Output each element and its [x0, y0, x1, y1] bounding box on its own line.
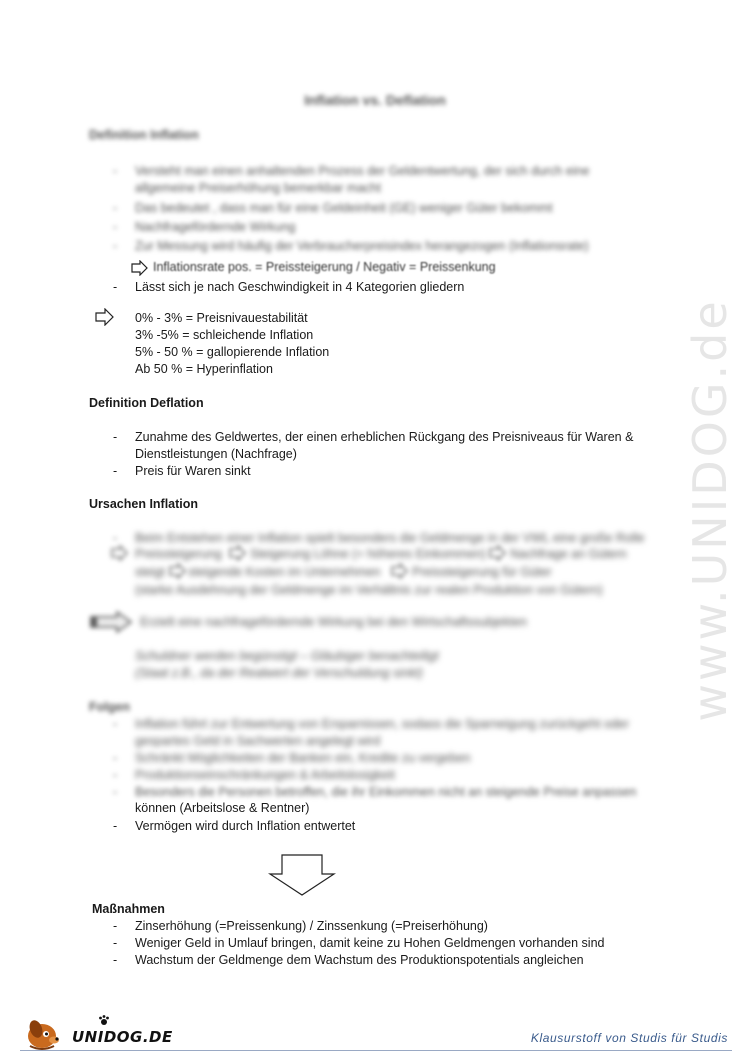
bullet-dash: - [113, 531, 118, 545]
text-line: Erzielt eine nachfragefördernde Wirkung bei den Wirtschaftssubjekten [140, 615, 528, 629]
text-line: Schränkt Möglichkeiten der Banken ein, Kredite zu vergeben [135, 751, 471, 765]
dog-icon [20, 1012, 70, 1052]
heading-definition-deflation: Definition Deflation [89, 396, 204, 410]
arrow-right-icon [168, 563, 188, 579]
bullet-dash: - [113, 819, 118, 833]
paw-icon [98, 1014, 110, 1026]
watermark [683, 280, 737, 740]
arrow-right-icon [130, 260, 150, 276]
text-line: Produktionseinschränkungen & Arbeitslosigkeit [135, 768, 395, 782]
bullet-dash: - [113, 280, 118, 294]
category-item: Ab 50 % = Hyperinflation [135, 362, 273, 376]
arrow-right-icon [228, 545, 248, 561]
text-line: Versteht man einen anhaltenden Prozess der Geldentwertung, der sich durch eine [135, 164, 590, 178]
text-line: Preis für Waren sinkt [135, 464, 251, 478]
footer-tagline: Klausurstoff von Studis für Studis [530, 1031, 728, 1045]
heading-definition-inflation: Definition Inflation [89, 128, 199, 142]
text-line: Beim Entstehen einer Inflation spielt besonders die Geldmenge in der VWL eine große Rolle [135, 531, 645, 545]
category-item: 0% - 3% = Preisnivauestabilität [135, 311, 308, 325]
bullet-dash: - [113, 768, 118, 782]
category-item: 3% -5% = schleichende Inflation [135, 328, 314, 342]
big-arrow-right-icon [89, 611, 133, 633]
text-line: Weniger Geld in Umlauf bringen, damit keine zu Hohen Geldmengen vorhanden sind [135, 936, 605, 950]
text-line: gespartes Geld in Sachwerten angelegt wird [135, 734, 381, 748]
text-line: können (Arbeitslose & Rentner) [135, 801, 310, 815]
text-line: (starke Ausdehnung der Geldmenge im Verhältnis zur realen Produktion von Gütern) [135, 583, 603, 597]
bullet-dash: - [113, 164, 118, 178]
bullet-dash: - [113, 785, 118, 799]
bullet-dash: - [113, 936, 118, 950]
bullet-dash: - [113, 220, 118, 234]
text-line: Steigerung Löhne (= höheres Einkommen) [250, 547, 486, 561]
bullet-dash: - [113, 919, 118, 933]
text-line: (Staat z.B., da der Realwert der Verschuldung sinkt) [135, 666, 423, 680]
heading-massnahmen: Maßnahmen [92, 902, 165, 916]
text-line: allgemeine Preiserhöhung bemerkbar macht [135, 181, 381, 195]
text-line: Nachfragefördernde Wirkung [135, 220, 296, 234]
text-line: Preissteigerung für Güter [412, 565, 552, 579]
bullet-dash: - [113, 430, 118, 444]
text-line: Schuldner werden begünstigt – Gläubiger benachteiligt [135, 649, 439, 663]
heading-ursachen-inflation: Ursachen Inflation [89, 497, 199, 511]
text-line: Besonders die Personen betroffen, die ihr Einkommen nicht an steigende Preise anpassen [135, 785, 637, 799]
bullet-dash: - [113, 953, 118, 967]
text-line: Inflation führt zur Entwertung von Ersparnissen, sodass die Sparneigung zurückgeht oder [135, 717, 630, 731]
logo-text: UNIDOG.DE [72, 1028, 173, 1046]
text-line: steigende Kosten im Unternehmen [188, 565, 381, 579]
text-line: Vermögen wird durch Inflation entwertet [135, 819, 356, 833]
footer-divider [20, 1050, 732, 1051]
text-line: Wachstum der Geldmenge dem Wachstum des Produktionspotentials angleichen [135, 953, 584, 967]
arrow-right-icon [94, 308, 116, 326]
arrow-right-icon [390, 563, 410, 579]
bullet-dash: - [113, 751, 118, 765]
watermark-text: www.UNIDOG.de [683, 298, 737, 722]
category-item: 5% - 50 % = gallopierende Inflation [135, 345, 330, 359]
text-line: Nachfrage an Gütern [510, 547, 627, 561]
text-line: Zinserhöhung (=Preissenkung) / Zinssenkung (=Preiserhöhung) [135, 919, 488, 933]
text-line: Preissteigerung [135, 547, 222, 561]
arrow-right-icon [110, 545, 130, 561]
bullet-dash: - [113, 464, 118, 478]
text-line: Zunahme des Geldwertes, der einen erheblichen Rückgang des Preisniveaus für Waren & [135, 430, 634, 444]
bullet-dash: - [113, 239, 118, 253]
heading-folgen: Folgen [89, 700, 130, 714]
arrow-down-icon [268, 854, 336, 896]
text-line: Inflationsrate pos. = Preissteigerung / Negativ = Preissenkung [153, 260, 496, 274]
bullet-dash: - [113, 201, 118, 215]
text-line: Lässt sich je nach Geschwindigkeit in 4 Kategorien gliedern [135, 280, 465, 294]
text-line: steigt [135, 565, 165, 579]
arrow-right-icon [488, 545, 508, 561]
text-line: Das bedeutet , dass man für eine Geldeinheit (GE) weniger Güter bekommt [135, 201, 553, 215]
bullet-dash: - [113, 717, 118, 731]
unidog-logo [20, 1012, 173, 1052]
page-title: Inflation vs. Deflation [304, 92, 446, 108]
text-line: Zur Messung wird häufig der Verbraucherpreisindex herangezogen (Inflationsrate) [135, 239, 589, 253]
text-line: Dienstleistungen (Nachfrage) [135, 447, 297, 461]
